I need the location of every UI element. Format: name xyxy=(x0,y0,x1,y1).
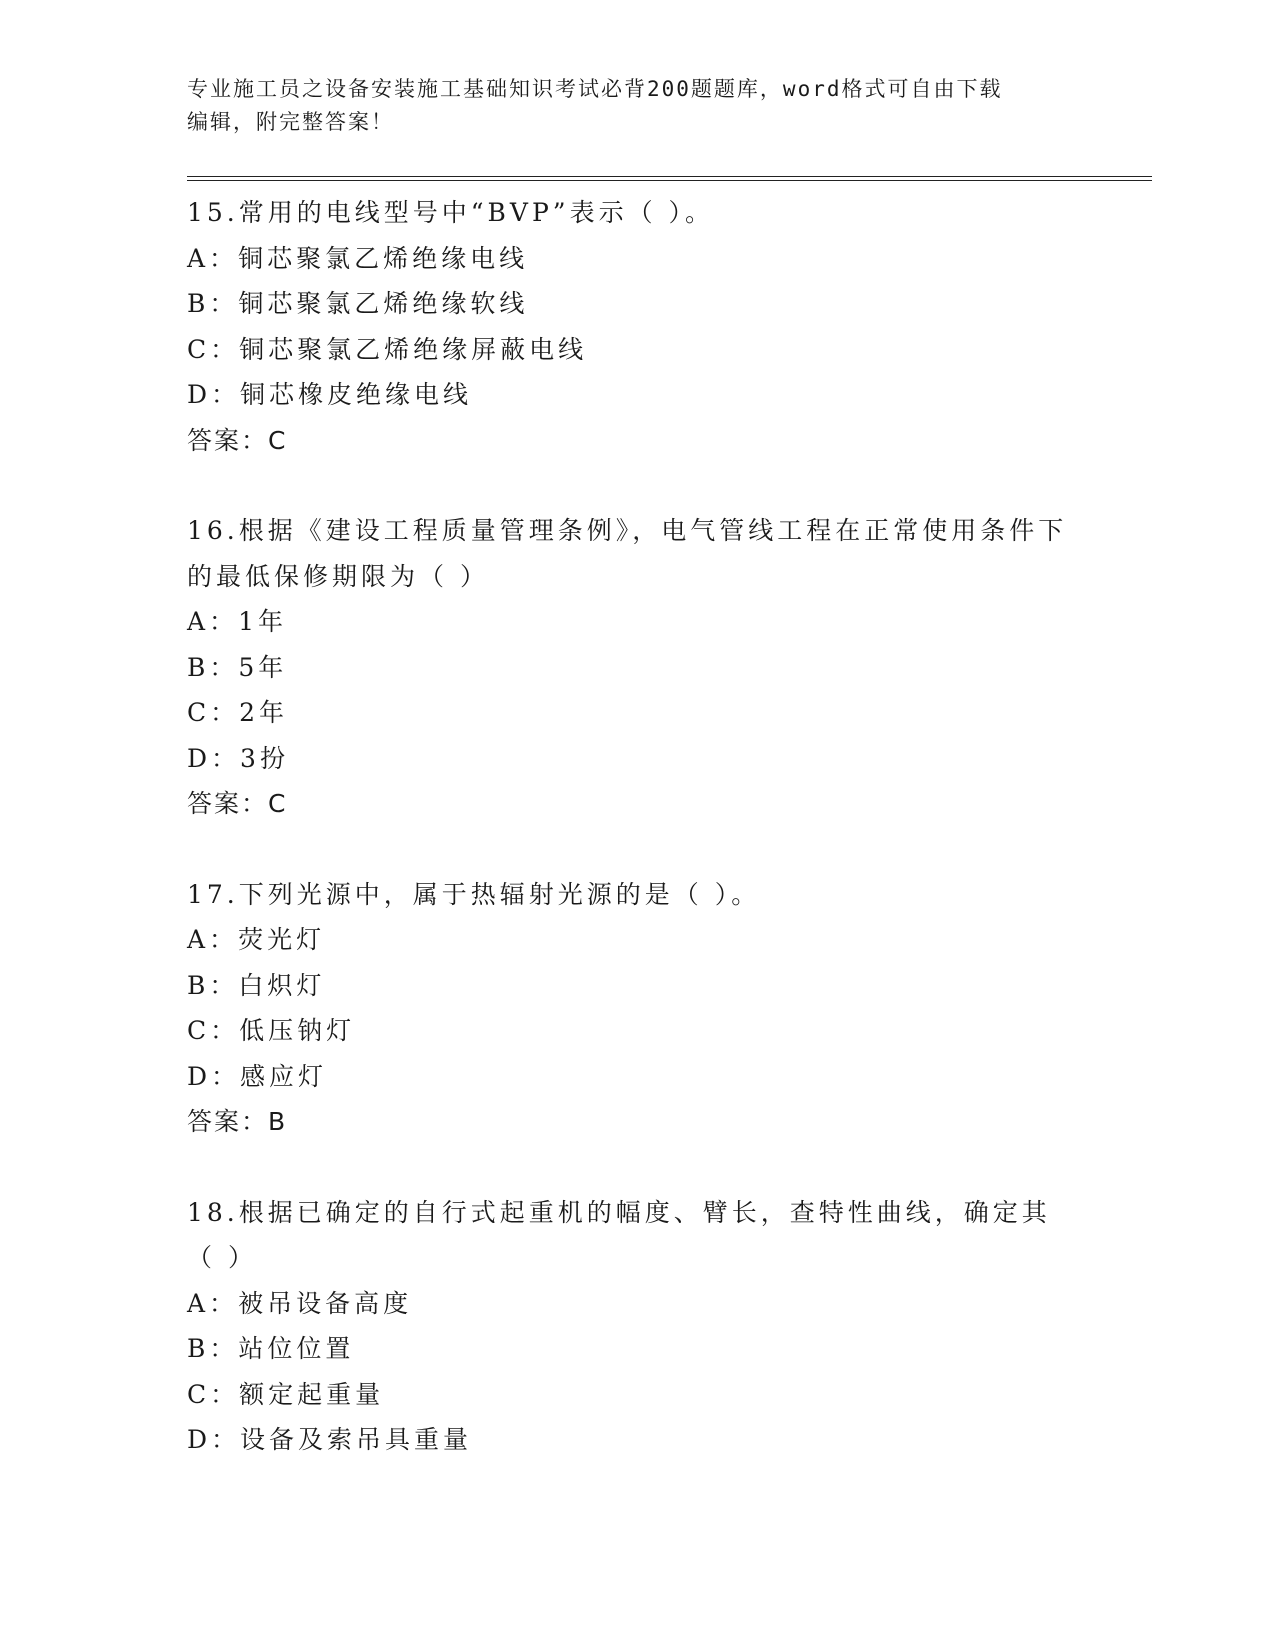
option-text: 白炽灯 xyxy=(238,970,326,1000)
option-key: A： xyxy=(187,925,239,954)
option-key: C： xyxy=(187,698,240,727)
option-key: C： xyxy=(187,334,240,364)
option-key: D： xyxy=(187,1061,241,1091)
option-text: 1年 xyxy=(238,607,287,636)
option-key: A： xyxy=(187,1288,239,1318)
question-17 xyxy=(187,872,1087,1145)
option-text: 站位位置 xyxy=(238,1334,355,1363)
option-key: A： xyxy=(187,607,239,636)
option-b xyxy=(187,281,1087,327)
option-text: 被吊设备高度 xyxy=(238,1288,413,1318)
option-d xyxy=(187,1417,1087,1463)
header-title-line-2: 编辑，附完整答案！ xyxy=(187,110,394,134)
option-a xyxy=(187,599,1087,645)
header-title-line-1: 专业施工员之设备安装施工基础知识考试必背200题题库，word格式可自由下载 xyxy=(187,77,1003,101)
option-c xyxy=(187,1008,1087,1054)
option-text: 额定起重量 xyxy=(239,1379,385,1409)
option-text: 低压钠灯 xyxy=(239,1016,356,1045)
option-key: D： xyxy=(187,1425,241,1454)
option-c xyxy=(187,1372,1087,1418)
question-16 xyxy=(187,508,1087,827)
option-text: 3扮 xyxy=(240,743,289,773)
option-d xyxy=(187,1054,1087,1100)
option-text: 荧光灯 xyxy=(238,925,326,954)
option-key: B： xyxy=(187,1334,239,1363)
question-15 xyxy=(187,190,1087,463)
option-d xyxy=(187,372,1087,418)
option-d xyxy=(187,736,1087,782)
document-header xyxy=(187,73,1087,139)
option-text: 2年 xyxy=(239,698,289,727)
header-divider xyxy=(187,176,1152,181)
option-text: 5年 xyxy=(238,652,288,682)
option-key: C： xyxy=(187,1016,240,1045)
option-text: 设备及索吊具重量 xyxy=(240,1425,473,1454)
option-key: B： xyxy=(187,970,239,1000)
option-text: 铜芯聚氯乙烯绝缘屏蔽电线 xyxy=(239,334,588,364)
option-key: A： xyxy=(187,243,239,273)
option-text: 铜芯聚氯乙烯绝缘电线 xyxy=(238,243,529,273)
option-text: 铜芯橡皮绝缘电线 xyxy=(240,380,473,409)
question-list xyxy=(187,190,1087,1508)
answer-line: 答案：C xyxy=(187,425,288,455)
option-c xyxy=(187,690,1087,736)
question-stem: 18.根据已确定的自行式起重机的幅度、臂长，查特性曲线，确定其（ ） xyxy=(187,1197,1051,1272)
option-a xyxy=(187,1281,1087,1327)
option-text: 感应灯 xyxy=(240,1061,328,1091)
option-c xyxy=(187,327,1087,373)
option-key: B： xyxy=(187,652,239,682)
question-stem: 16.根据《建设工程质量管理条例》，电气管线工程在正常使用条件下的最低保修期限为（ ） xyxy=(187,516,1068,591)
option-b xyxy=(187,645,1087,691)
option-a xyxy=(187,917,1087,963)
option-key: C： xyxy=(187,1379,240,1409)
answer-line: 答案：B xyxy=(187,1107,288,1136)
option-b xyxy=(187,1326,1087,1372)
option-a xyxy=(187,236,1087,282)
question-stem: 15.常用的电线型号中“BVP”表示（ ）。 xyxy=(187,198,715,227)
answer-line: 答案：C xyxy=(187,789,288,818)
question-stem: 17.下列光源中，属于热辐射光源的是（ ）。 xyxy=(187,879,761,909)
option-key: D： xyxy=(187,380,241,409)
option-key: D： xyxy=(187,743,241,773)
option-key: B： xyxy=(187,289,239,318)
option-b xyxy=(187,963,1087,1009)
question-18 xyxy=(187,1190,1087,1463)
option-text: 铜芯聚氯乙烯绝缘软线 xyxy=(238,289,529,318)
